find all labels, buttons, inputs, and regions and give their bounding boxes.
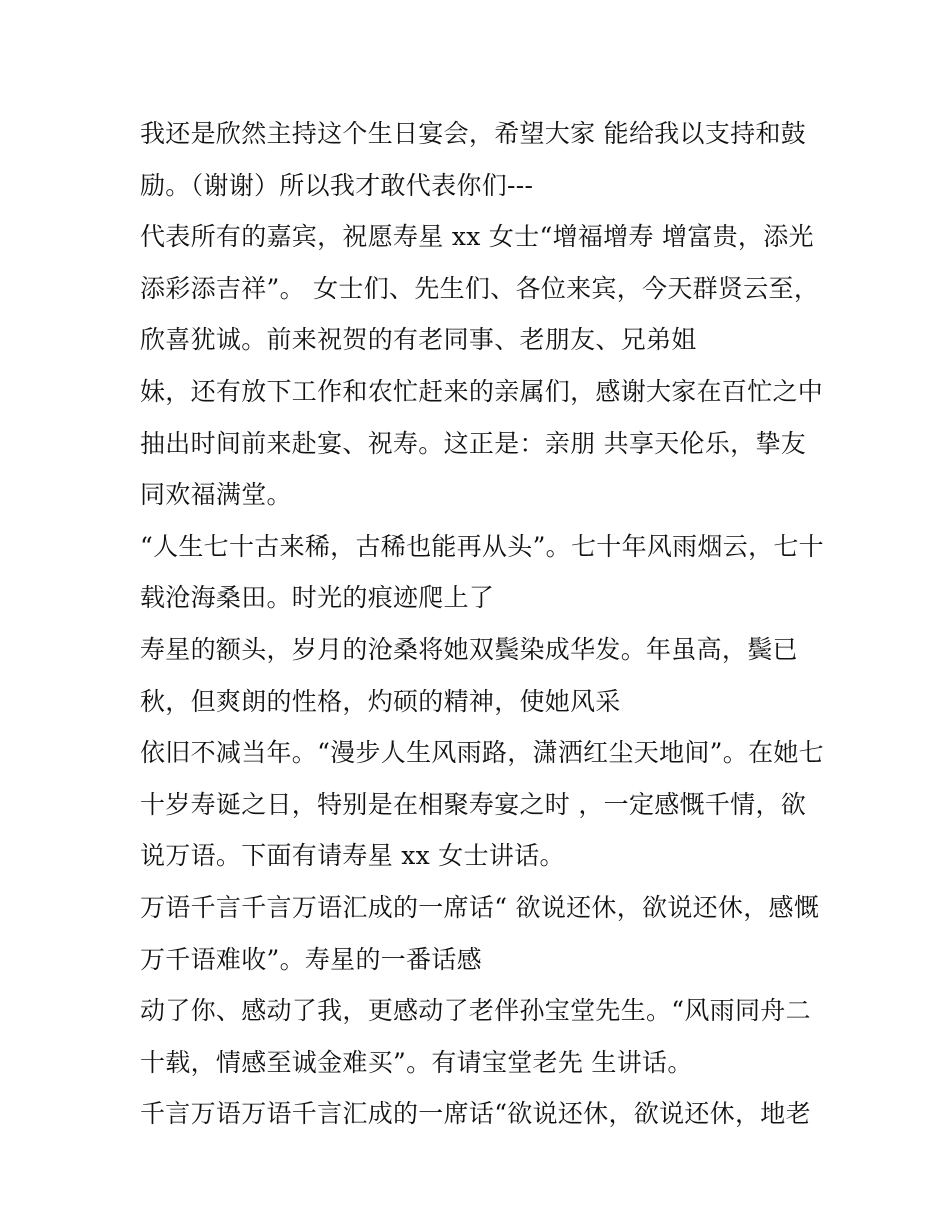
text-line: 抽出时间前来赴宴、祝寿。这正是：亲朋 共享天伦乐，挚友	[140, 428, 807, 458]
text-line: 代表所有的嘉宾，祝愿寿星 xx 女士“增福增寿 增富贵，添光	[140, 222, 814, 252]
body-text	[140, 108, 824, 1140]
text-line: 妹，还有放下工作和农忙赶来的亲属们，感谢大家在百忙之中	[140, 376, 824, 406]
text-line: 秋，但爽朗的性格，灼硕的精神，使她风采	[140, 686, 621, 716]
text-line: “人生七十古来稀，古稀也能再从头”。七十年风雨烟云，七十	[140, 531, 824, 561]
text-line: 千言万语万语千言汇成的一席话“欲说还休，欲说还休，地老	[140, 1099, 811, 1129]
text-line: 十载，情感至诚金难买”。有请宝堂老先 生讲话。	[140, 1047, 693, 1077]
text-line: 动了你、感动了我，更感动了老伴孙宝堂先生。“风雨同舟二	[140, 996, 811, 1026]
text-line: 我还是欣然主持这个生日宴会，希望大家 能给我以支持和鼓	[140, 119, 807, 148]
text-line: 励。（谢谢）所以我才敢代表你们---	[140, 170, 534, 200]
text-line: 载沧海桑田。时光的痕迹爬上了	[140, 583, 495, 613]
text-line: 依旧不减当年。“漫步人生风雨路，潇洒红尘天地间”。在她七	[140, 738, 824, 768]
text-line: 寿星的额头，岁月的沧桑将她双鬓染成华发。年虽高，鬓已	[140, 634, 798, 664]
text-line: 同欢福满堂。	[140, 480, 292, 510]
text-line: 万千语难收”。寿星的一番话感	[140, 944, 482, 974]
text-line: 说万语。下面有请寿星 xx 女士讲话。	[140, 841, 565, 871]
text-line: 万语千言千言万语汇成的一席话“ 欲说还休，欲说还休，感慨	[140, 892, 820, 922]
text-line: 欣喜犹诚。前来祝贺的有老同事、老朋友、兄弟姐	[140, 325, 697, 355]
text-line: 十岁寿诞之日，特别是在相聚寿宴之时 ，一定感慨千情，欲	[140, 789, 807, 819]
text-line: 添彩添吉祥”。 女士们、先生们、各位来宾，今天群贤云至，	[140, 273, 820, 303]
